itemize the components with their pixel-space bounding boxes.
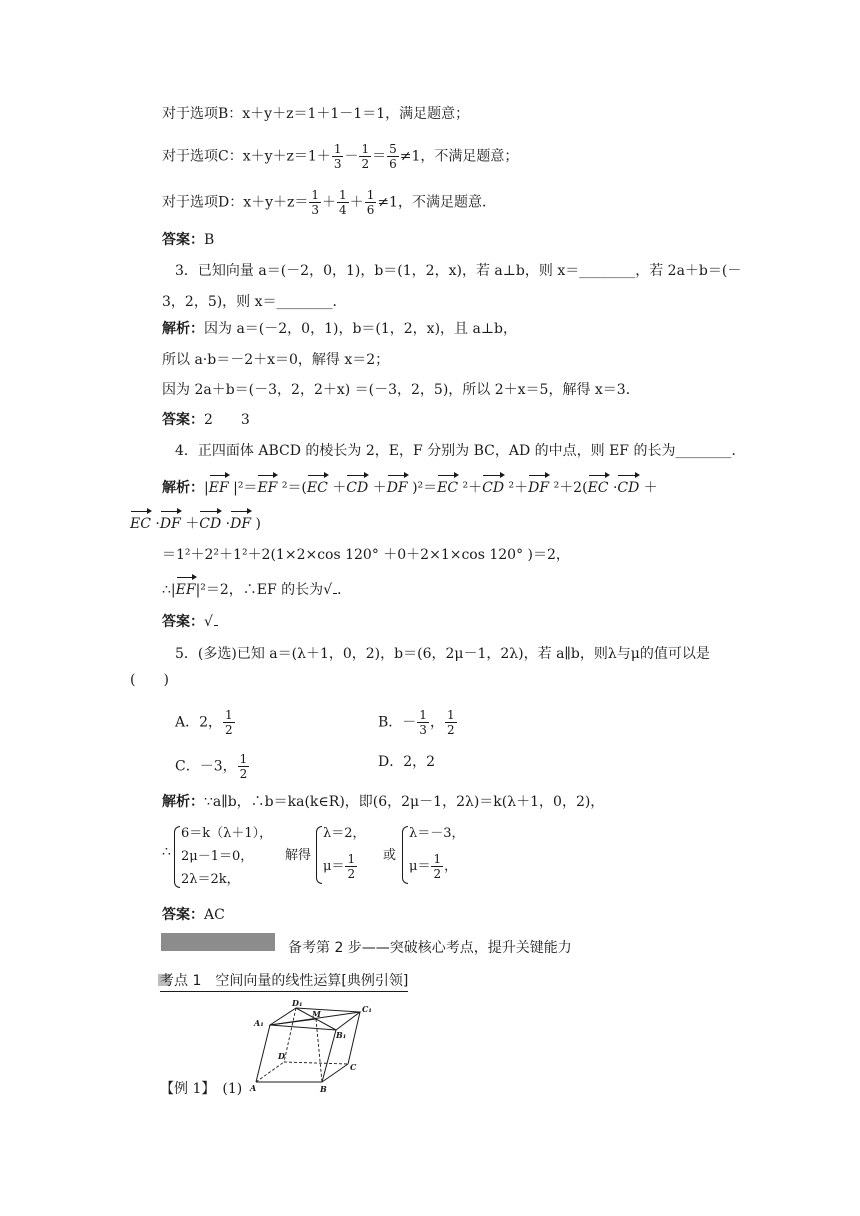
solution-label: 解析： bbox=[162, 480, 204, 496]
text: ∴| bbox=[162, 582, 176, 598]
vector-df: DF bbox=[159, 516, 181, 532]
denominator: 2 bbox=[361, 157, 370, 171]
numerator: 1 bbox=[239, 752, 248, 766]
text: － bbox=[344, 148, 359, 165]
section-banner-title: 备考第 2 步——突破核心考点，提升关键能力 bbox=[288, 940, 572, 956]
label-a1: A₁ bbox=[254, 1018, 264, 1028]
text: μ＝ bbox=[323, 859, 345, 874]
solution-3-line-3: 因为 2a＋b＝(－3，2，2＋x) ＝(－3，2，5)，所以 2＋x＝5，解得 x＝3． bbox=[162, 382, 640, 398]
solution-4-line-1: 解析：|EF |²＝EF ²＝(EC ＋CD ＋DF )²＝EC ²＋CD ²＋DF ²＋2(EC ·CD ＋ bbox=[162, 480, 658, 496]
text: |²＝2，∴EF 的长为 bbox=[195, 582, 324, 598]
vector-ec: EC bbox=[587, 480, 609, 496]
vector-cd: CD bbox=[617, 480, 640, 496]
numerator: 1 bbox=[366, 188, 375, 202]
hidden-edge-d1d bbox=[284, 1008, 296, 1062]
denominator: 2 bbox=[225, 723, 233, 737]
solution-label: 解析： bbox=[162, 794, 204, 810]
parallelepiped-figure bbox=[248, 1000, 388, 1095]
vector-df: DF bbox=[230, 516, 252, 532]
label-b: B bbox=[320, 1084, 327, 1094]
option-c-check bbox=[162, 142, 518, 171]
vector-ec: EC bbox=[306, 480, 328, 496]
denominator: 2 bbox=[239, 767, 248, 781]
option-5d: D．2，2 bbox=[378, 754, 436, 770]
vector-cd: CD bbox=[346, 480, 369, 496]
numerator: 5 bbox=[389, 142, 397, 156]
solution-4-line-2: EC ·DF ＋CD ·DF ) bbox=[130, 516, 261, 532]
fraction bbox=[332, 142, 344, 171]
answer-value: AC bbox=[204, 907, 225, 923]
option-5b bbox=[378, 708, 458, 737]
vector-ec: EC bbox=[130, 516, 151, 532]
text: ≠1，不满足题意； bbox=[399, 148, 519, 165]
vector-ec: EC bbox=[437, 480, 459, 496]
system-eq-3: 2λ＝2k， bbox=[181, 872, 240, 887]
numerator: 1 bbox=[339, 188, 347, 202]
left-brace bbox=[316, 826, 322, 884]
system-eq-2: 2μ－1＝0， bbox=[181, 849, 254, 864]
answer-label: 答案： bbox=[162, 232, 204, 248]
section-banner-bar bbox=[161, 933, 275, 951]
answer-value: B bbox=[204, 232, 215, 248]
solution-3-line-1 bbox=[162, 319, 517, 339]
text: ． bbox=[337, 582, 352, 598]
numerator: 1 bbox=[311, 188, 320, 202]
answer-label: 答案： bbox=[162, 412, 204, 428]
vector-ef: EF bbox=[257, 480, 278, 496]
fraction bbox=[365, 188, 377, 217]
denominator: 2 bbox=[433, 867, 442, 881]
text: 对于选项D：x＋y＋z＝ bbox=[162, 194, 309, 211]
denominator: 6 bbox=[389, 157, 397, 171]
text: ≠1，不满足题意． bbox=[377, 194, 496, 211]
result-1-lambda: λ＝2， bbox=[323, 826, 366, 841]
numerator: 1 bbox=[333, 142, 342, 156]
solution-4-line-3: ＝1²＋2²＋1²＋2(1×2×cos 120° ＋0＋2×1×cos 120° )＝2， bbox=[162, 547, 570, 563]
jiede-label: 解得 bbox=[285, 848, 312, 863]
question-3-line-1: 3．已知向量 a＝(－2，0，1)，b＝(1，2，x)，若 a⊥b，则 x＝________，若 2a＋b＝(－ bbox=[175, 263, 742, 279]
solution-3-line-2: 所以 a·b＝－2＋x＝0，解得 x＝2； bbox=[162, 352, 390, 368]
question-4: 4．正四面体 ABCD 的棱长为 2，E，F 分别为 BC，AD 的中点，则 EF 的长为________． bbox=[175, 443, 746, 459]
text: C．－3， bbox=[175, 758, 237, 775]
numerator: 1 bbox=[347, 852, 356, 866]
denominator: 3 bbox=[419, 723, 427, 737]
answer-2 bbox=[162, 230, 214, 250]
vector-df: DF bbox=[386, 480, 408, 496]
solution-4-line-4: ∴|EF|²＝2，∴EF 的长为√ ． bbox=[162, 582, 352, 598]
denominator: 3 bbox=[333, 157, 342, 171]
label-c: C bbox=[350, 1062, 357, 1072]
denominator: 6 bbox=[366, 203, 375, 217]
huo-label: 或 bbox=[383, 848, 397, 863]
option-5a bbox=[175, 708, 236, 737]
answer-label: 答案： bbox=[162, 907, 204, 923]
fraction bbox=[359, 142, 371, 171]
label-a: A bbox=[250, 1083, 257, 1093]
example-1-label: 【例 1】 (1) bbox=[160, 1081, 243, 1097]
numerator: 1 bbox=[419, 708, 427, 722]
hidden-edge-dc bbox=[284, 1062, 348, 1064]
denominator: 3 bbox=[311, 203, 320, 217]
answer-5 bbox=[162, 905, 225, 925]
vector-cd: CD bbox=[482, 480, 505, 496]
kaodian-heading: 考点 1 空间向量的线性运算[典例引领] bbox=[160, 970, 408, 992]
solution-5-line-1 bbox=[162, 792, 604, 812]
edge-a1a bbox=[256, 1025, 270, 1082]
option-5c bbox=[175, 752, 250, 781]
option-b-check: 对于选项B：x＋y＋z＝1＋1－1＝1，满足题意； bbox=[162, 106, 470, 122]
label-b1: B₁ bbox=[336, 1030, 347, 1040]
text: 对于选项C：x＋y＋z＝1＋ bbox=[162, 148, 331, 165]
label-d1: D₁ bbox=[292, 1000, 303, 1008]
text: A．2， bbox=[175, 714, 223, 731]
answer-4: 答案：√ bbox=[162, 612, 218, 632]
result-1-mu bbox=[323, 852, 358, 881]
vector-df: DF bbox=[528, 480, 550, 496]
fraction bbox=[431, 852, 443, 881]
question-5-line-1: 5．(多选)已知 a＝(λ＋1，0，2)，b＝(6，2μ－1，2λ)，若 a∥b，则λ与μ的值可以是 bbox=[175, 646, 710, 662]
text: μ＝ bbox=[409, 859, 431, 874]
text: 因为 a＝(－2，0，1)，b＝(1，2，x)，且 a⊥b， bbox=[204, 321, 517, 337]
left-brace bbox=[174, 826, 180, 888]
denominator: 2 bbox=[446, 723, 455, 737]
question-5-line-2: ( ) bbox=[130, 672, 169, 688]
label-c1: C₁ bbox=[362, 1004, 372, 1014]
numerator: 1 bbox=[225, 708, 233, 722]
system-eq-1: 6＝k（λ＋1）， bbox=[181, 826, 273, 841]
fraction bbox=[309, 188, 321, 217]
text: ∵a∥b，∴b＝ka(k∈R)，即(6，2μ－1，2λ)＝k(λ＋1，0，2)， bbox=[204, 794, 605, 810]
numerator: 1 bbox=[446, 708, 455, 722]
fraction bbox=[387, 142, 399, 171]
text: B．－ bbox=[378, 714, 417, 731]
question-3-line-2: 3，2，5)，则 x＝________． bbox=[162, 294, 347, 310]
left-brace bbox=[402, 826, 408, 884]
solution-label: 解析： bbox=[162, 321, 204, 337]
fraction bbox=[223, 708, 235, 737]
fraction bbox=[345, 852, 357, 881]
sqrt-radicand bbox=[214, 625, 218, 626]
fraction bbox=[417, 708, 429, 737]
vector-ef: EF bbox=[175, 582, 196, 598]
text: ， bbox=[429, 714, 444, 731]
text: ＝ bbox=[372, 148, 387, 165]
result-2-mu bbox=[409, 852, 457, 881]
numerator: 1 bbox=[361, 142, 370, 156]
answer-value: 2 3 bbox=[204, 412, 250, 428]
answer-3 bbox=[162, 410, 250, 430]
label-m: M bbox=[312, 1009, 321, 1019]
numerator: 1 bbox=[433, 852, 442, 866]
label-d: D bbox=[278, 1051, 285, 1061]
denominator: 4 bbox=[339, 203, 347, 217]
fraction bbox=[445, 708, 457, 737]
therefore-symbol: ∴ bbox=[162, 844, 171, 860]
text: ， bbox=[444, 859, 458, 874]
fraction bbox=[238, 752, 250, 781]
result-2-lambda: λ＝－3， bbox=[409, 826, 465, 841]
answer-label: 答案： bbox=[162, 614, 204, 630]
vector-cd: CD bbox=[199, 516, 222, 532]
denominator: 2 bbox=[347, 867, 356, 881]
vector-ef: EF bbox=[208, 480, 229, 496]
option-d-check: 对于选项D：x＋y＋z＝ $\frac{1}{3}$ ＋ $\frac{1}{4}$ ＋ $\frac{1}{6}$ ≠1，不满足题意． bbox=[162, 188, 496, 217]
fraction bbox=[337, 188, 349, 217]
